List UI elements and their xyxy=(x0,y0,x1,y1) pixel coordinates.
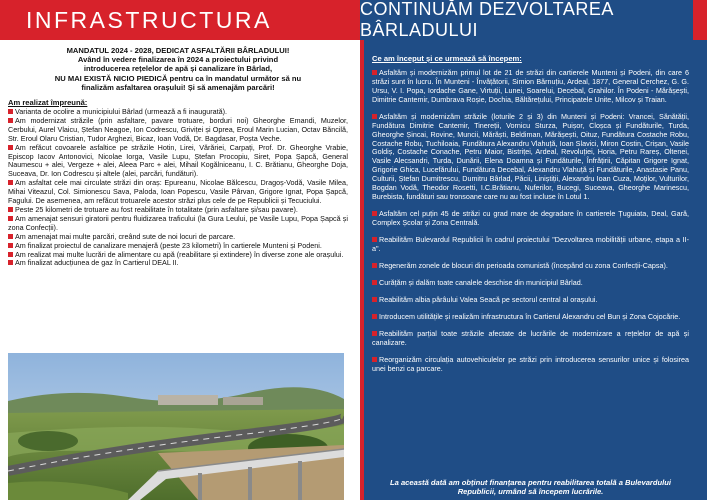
realized-list xyxy=(8,108,348,268)
bullet-square-icon xyxy=(8,118,13,123)
bullet-square-icon xyxy=(8,207,13,212)
bullet-square-icon xyxy=(8,180,13,185)
bypass-road-photo xyxy=(8,353,344,500)
list-item-text: Am realizat mai multe lucrări de alimentare cu apă (reabilitare și extindere) în diverse zone ale orașului. xyxy=(15,249,344,259)
bullet-square-icon xyxy=(372,297,377,302)
list-item-text: Am finalizat proiectul de canalizare menajeră (peste 23 kilometri) în cartierele Munteni și Podeni. xyxy=(15,240,322,250)
bullet-square-icon xyxy=(372,70,377,75)
intro-line: MANDATUL 2024 - 2028, DEDICAT ASFALTĂRII BÂRLADULUI! xyxy=(66,46,290,55)
list-item-text: Am finalizat aducțiunea de gaz în Cartierul DEAL II. xyxy=(15,258,179,268)
right-header-title: CONTINUĂM DEZVOLTAREA BÂRLADULUI xyxy=(360,0,613,40)
bullet-square-icon xyxy=(372,331,377,336)
header-infrastructura xyxy=(0,0,360,40)
bullet-square-icon xyxy=(372,280,377,285)
list-item-text: Reabilităm parțial toate străzile afectate de lucrările de modernizare a rețelelor de apă și canalizare. xyxy=(372,329,689,348)
list-item xyxy=(372,262,689,271)
bullet-square-icon xyxy=(372,211,377,216)
list-item-text: Reabilităm albia pârâului Valea Seacă pe sectorul central al orașului. xyxy=(379,295,598,305)
intro-line: Având în vedere finalizarea în 2024 a proiectului privind xyxy=(77,55,279,65)
list-item-text: Am modernizat străzile (prin asfaltare, pavare trotuare, borduri noi) Gheorghe Emandi, Muzelor, Cerbului, Aurel Vlaicu, Ștefan Neagoe, Ion Codrescu, Griviței și Oprea, Eroul Marin Lucian, Octav Băncilă, Str. Eroul Olaru Cristian, Tudor Arghezi, Bicaz, Ioan Vodă, Dr. Bagdasar, Poșta Veche. xyxy=(8,115,348,143)
list-item xyxy=(372,279,689,288)
right-column xyxy=(360,40,707,500)
bullet-square-icon xyxy=(372,263,377,268)
bullet-square-icon xyxy=(8,145,13,150)
list-item-text: Asfaltăm și modernizăm străzile (loturile 2 și 3) din Munteni și Podeni: Vrancei, Sănătății, Fundătura Dimitrie Cantemir, Tinereții, Vornicu Sturza, Puișor, Cloșca și Fundăturile, Turda, Gheorghe Șincai, Rovine, Muncii, Mărăști, Beldiman, Mărășești, Oituz, Fundătura Costache Robu, Costache Robu, Tuchiloaia, Fundătura Alexandru Vlahuță, Ioan Slavici, Miron Costin, Crișan, Vasile Goldiș, Costache Conache, Petru Maior, Bistriței, Ardeal, Revoluției, Horia, Petru Rareș, Oltenei, Vasile Alecsandri, Turda, Dunării, Elena Doamna și Fundăturile, Înfrățirii, Căpitan Grigore Ignat, Grigorie Ghica, Lucefărului, Fundătura Decebal, Alexandru Vlahuță și Fundăturile, Anastasie Panu, Culturii, Ștefan Dumitrescu, Dumitru Bârlad, Păcii, Liniștiții, Alexandru Ioan Cuza, Moților, Vulturilor, Bogdan Vodă, Theodor Rosetti, I.C.Brătianu, Nuferilor, Bucegi, Suceava, Gheorghe Marinescu, Burebista, fundături sau tronsoane care nu au fost incluse în Lotul 1. xyxy=(372,111,689,201)
list-item xyxy=(372,330,689,348)
list-item xyxy=(8,215,348,233)
list-item-text: Peste 25 kilometri de trotuare au fost reabilitate în totalitate (prin asfaltare și/sau pavare). xyxy=(15,204,298,214)
list-item-text: Regenerăm zonele de blocuri din perioada comunistă (începând cu zona Confecții-Capsa). xyxy=(379,261,668,271)
list-item-text: Am amenajat mai multe parcări, creând sute de noi locuri de parcare. xyxy=(15,231,236,241)
bullet-square-icon xyxy=(8,252,13,257)
list-item-text: Introducem utilitățile și realizăm infrastructura în Cartierul Alexandru cel Bun și Zona Cojocărie. xyxy=(379,312,681,322)
header-continuam xyxy=(360,0,707,40)
list-item-text: Am asfaltat cele mai circulate străzi din oraș: Epureanu, Nicolae Bălcescu, Dragoș-Vodă, Vasile Milea, Mihai Viteazul, Col. Simionescu Sava, Paloda, Ioan Popescu, Vasile Pârvan, Grigore Ignat, Popa Șapcă, Fagului. De asemenea, am refăcut trotuarele acestor străzi plus cele de pe Republicii și Tecuciului. xyxy=(8,178,348,206)
bullet-square-icon xyxy=(372,114,377,119)
intro-line: NU MAI EXISTĂ NICIO PIEDICĂ pentru ca în mandatul următor să nu xyxy=(54,73,302,83)
left-header-title: INFRASTRUCTURA xyxy=(26,6,272,33)
list-item xyxy=(372,296,689,305)
list-item-text: Reabilităm Bulevardul Republicii în cadrul proiectului "Dezvoltarea mobilității urbane, etapa a II-a". xyxy=(372,235,689,253)
bullet-square-icon xyxy=(372,357,377,362)
list-item xyxy=(8,259,348,268)
list-item xyxy=(8,144,348,180)
list-item xyxy=(8,179,348,206)
bullet-square-icon xyxy=(8,216,13,221)
list-item xyxy=(372,236,689,254)
list-item xyxy=(8,117,348,144)
funding-note: La această dată am obținut finanțarea pentru reabilitarea totală a Bulevardului Republicii, urmând să începem lucrările. xyxy=(389,478,672,497)
list-item-text: Curățăm și dalăm toate canalele deschise din municipiul Bârlad. xyxy=(379,278,583,288)
bullet-square-icon xyxy=(8,109,13,114)
list-item xyxy=(372,69,689,105)
intro-line: introducerea rețelelor de apă și canalizare în Bârlad, xyxy=(83,64,273,74)
list-item-text: Asfaltăm și modernizăm primul lot de 21 de străzi din cartierele Munteni și Podeni, din care 6 străzi sunt în lucru. În Munteni - Învățătorii, Simion Bărnuțiu, Ardeal, 1877, General Cerchez, G. G. Ursu, V. I. Popa, Iordache Gane, Virtuții, Lunei, Soarelui, Decebal, Grahilor. În Podeni - Mărășești, Dimitrie Cantemir, Dumbrava Roșie, Dochia, Băltărețului, Principatele Unite, Milcov și Traian. xyxy=(372,68,689,104)
bullet-square-icon xyxy=(8,234,13,239)
list-item xyxy=(372,113,689,202)
list-item-text: Am amenajat sensuri giratorii pentru fluidizarea traficului (la Gura Leului, pe Vasile Lupu, Popa Șapcă și zona Confecții). xyxy=(8,213,348,232)
list-item-text: Reorganizăm circulația autovehiculelor pe străzi prin introducerea sensurilor unice și folosirea unei benzi ca parcare. xyxy=(372,355,689,374)
intro-statement xyxy=(8,46,348,92)
list-item xyxy=(372,356,689,374)
bullet-square-icon xyxy=(372,237,377,242)
list-item xyxy=(372,313,689,322)
list-item-text: Varianta de ocolire a municipiului Bârlad (urmează a fi inaugurată). xyxy=(15,107,228,117)
bullet-square-icon xyxy=(372,314,377,319)
plans-list xyxy=(372,69,689,374)
road-bridge-illustration xyxy=(8,353,344,500)
list-item-text: Asfaltăm cel puțin 45 de străzi cu grad mare de degradare în cartierele Țuguiata, Deal, Gară, Complex Școlar și Zona Centrală. xyxy=(372,209,689,227)
bullet-square-icon xyxy=(8,260,13,265)
realized-title: Am realizat împreună: xyxy=(8,98,88,108)
list-item-text: Am refăcut covoarele asfaltice pe străzile Hotin, Lirei, Vărăriei, Carpați, Prof. Dr. Gheorghe Vrabie, Episcop Iacov Antonovici, Nicolae Iorga, Vasile Lupu, Ștefan Procopiu, Siret, Popa Șapcă, General Naumescu + alei, Vergeze + alei, Aleea Parc + alei, Mihail Kogălniceanu, I. C. Brătianu, Gheorghe Doja, Suceava, Dr. Ion Codrescu și altele (alei, parcări, fundături). xyxy=(8,142,348,179)
bullet-square-icon xyxy=(8,243,13,248)
list-item xyxy=(372,210,689,228)
intro-line: finalizăm asfaltarea orașului! Și să amenajăm parcări! xyxy=(81,82,275,92)
plans-title: Ce am început și ce urmează să începem: xyxy=(372,54,522,63)
